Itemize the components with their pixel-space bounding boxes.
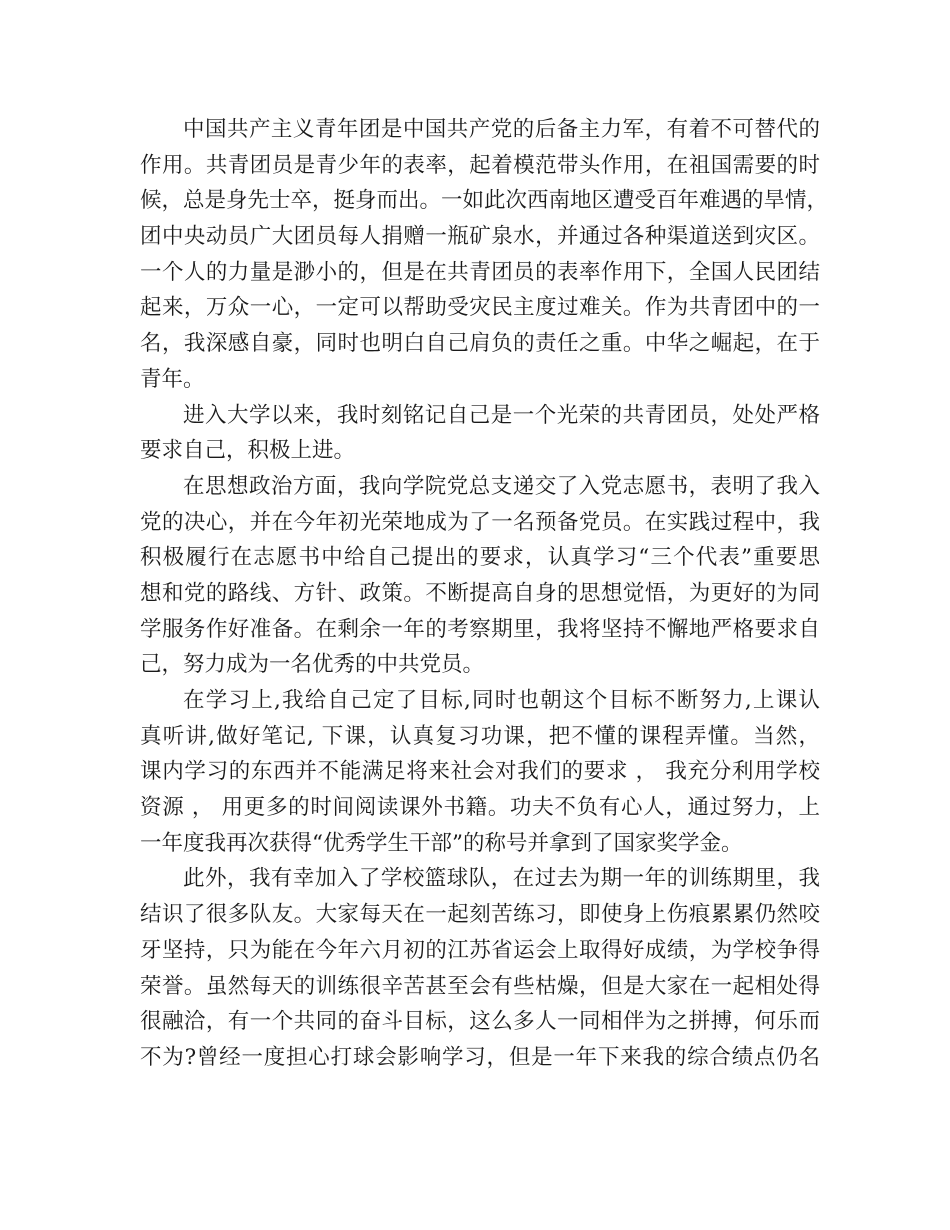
text-line: 荣誉。虽然每天的训练很辛苦甚至会有些枯燥，但是大家在一起相处得 bbox=[140, 973, 820, 999]
text-line: 学服务作好准备。在剩余一年的考察期里，我将坚持不懈地严格要求自 bbox=[140, 616, 820, 642]
text-line: 一年度我再次获得“优秀学生干部”的称号并拿到了国家奖学金。 bbox=[140, 830, 743, 856]
text-line: 己，努力成为一名优秀的中共党员。 bbox=[140, 652, 485, 678]
text-line: 想和党的路线、方针、政策。不断提高自身的思想觉悟，为更好的为同 bbox=[140, 580, 820, 606]
paragraph bbox=[140, 469, 820, 683]
paragraph bbox=[140, 112, 829, 398]
text-line: 很融洽，有一个共同的奋斗目标，这么多人一同相伴为之拼搏，何乐而 bbox=[140, 1009, 820, 1035]
text-line: 结识了很多队友。大家每天在一起刻苦练习，即使身上伤痕累累仍然咬 bbox=[140, 902, 820, 928]
text-line: 候，总是身先士卒，挺身而出。一如此次西南地区遭受百年难遇的旱情， bbox=[140, 188, 829, 214]
text-line: 真听讲,做好笔记, 下课，认真复习功课，把不懂的课程弄懂。当然， bbox=[140, 723, 820, 749]
text-line: 党的决心，并在今年初光荣地成为了一名预备党员。在实践过程中，我 bbox=[140, 509, 820, 535]
text-line: 起来，万众一心，一定可以帮助受灾民主度过难关。作为共青团中的一 bbox=[140, 295, 820, 321]
text-line: 积极履行在志愿书中给自己提出的要求，认真学习“三个代表”重要思 bbox=[140, 545, 820, 571]
text-line: 团中央动员广大团员每人捐赠一瓶矿泉水，并通过各种渠道送到灾区。 bbox=[140, 224, 820, 250]
text-line: 在学习上,我给自己定了目标,同时也朝这个目标不断努力,上课认 bbox=[183, 688, 820, 713]
paragraph bbox=[140, 861, 820, 1075]
text-line: 在思想政治方面，我向学院党总支递交了入党志愿书，表明了我入 bbox=[183, 473, 820, 499]
text-line: 进入大学以来，我时刻铭记自己是一个光荣的共青团员，处处严格 bbox=[183, 402, 820, 428]
text-line: 青年。 bbox=[140, 366, 205, 392]
text-line: 课内学习的东西并不能满足将来社会对我们的要求 ， 我充分利用学校 bbox=[140, 759, 820, 785]
text-line: 中国共产主义青年团是中国共产党的后备主力军，有着不可替代的 bbox=[183, 117, 820, 142]
text-line: 作用。共青团员是青少年的表率，起着模范带头作用，在祖国需要的时 bbox=[140, 152, 820, 178]
text-line: 此外，我有幸加入了学校篮球队，在过去为期一年的训练期里，我 bbox=[183, 866, 820, 892]
text-line: 要求自己，积极上进。 bbox=[140, 438, 356, 464]
text-line: 不为?曾经一度担心打球会影响学习，但是一年下来我的综合绩点仍名 bbox=[140, 1044, 820, 1070]
text-line: 一个人的力量是渺小的，但是在共青团员的表率作用下，全国人民团结 bbox=[140, 259, 820, 285]
text-line: 牙坚持，只为能在今年六月初的江苏省运会上取得好成绩，为学校争得 bbox=[140, 937, 820, 963]
document-body bbox=[140, 112, 829, 1076]
text-line: 名，我深感自豪，同时也明白自己肩负的责任之重。中华之崛起，在于 bbox=[140, 331, 820, 357]
paragraph bbox=[140, 398, 820, 469]
text-line: 资源 ， 用更多的时间阅读课外书籍。功夫不负有心人，通过努力，上 bbox=[140, 795, 820, 821]
paragraph bbox=[140, 683, 820, 861]
